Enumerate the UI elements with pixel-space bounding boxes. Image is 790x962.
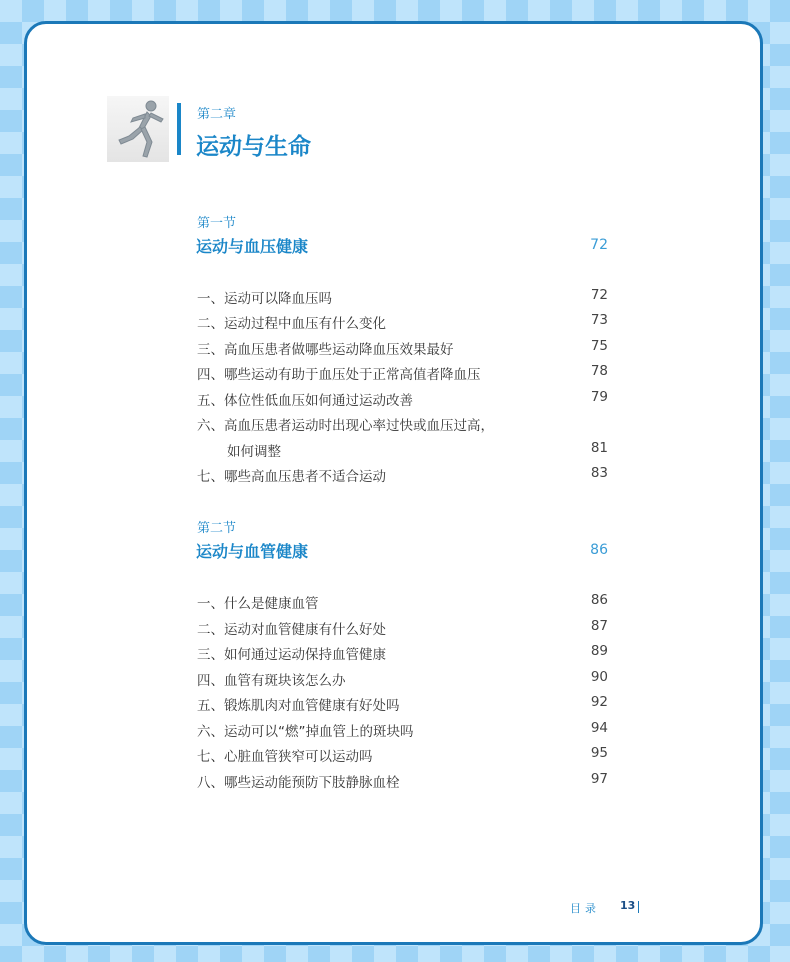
toc-entry-page: 78 [590, 363, 608, 379]
toc-entry[interactable] [197, 720, 608, 742]
toc-page [24, 21, 763, 945]
toc-entry-title: 四、哪些运动有助于血压处于正常高值者降血压 [197, 367, 481, 383]
toc-entry-page: 87 [590, 618, 608, 634]
footer-page-number: 13 [620, 899, 636, 912]
toc-entry-page: 83 [590, 465, 608, 481]
toc-entry[interactable] [197, 771, 608, 793]
toc-entry[interactable] [197, 389, 608, 411]
footer-label: 目录 [570, 902, 600, 915]
toc-entry-page: 92 [590, 694, 608, 710]
chapter-title: 运动与生命 [196, 134, 311, 160]
toc-entry[interactable] [197, 312, 608, 334]
toc-entry-title: 二、运动过程中血压有什么变化 [197, 316, 386, 332]
toc-entry-continuation[interactable] [197, 440, 608, 462]
toc-entry-title: 七、哪些高血压患者不适合运动 [197, 469, 386, 485]
toc-entry[interactable] [197, 363, 608, 385]
toc-entry-page: 94 [590, 720, 608, 736]
toc-entry[interactable] [197, 338, 608, 360]
toc-entry[interactable] [197, 643, 608, 665]
toc-entry-title: 八、哪些运动能预防下肢静脉血栓 [197, 775, 400, 791]
toc-entry[interactable] [197, 669, 608, 691]
toc-entry-title: 二、运动对血管健康有什么好处 [197, 622, 386, 638]
toc-entry-title: 一、什么是健康血管 [197, 596, 319, 612]
toc-entry-title: 六、运动可以“燃”掉血管上的斑块吗 [197, 724, 414, 740]
toc-entry-title: 一、运动可以降血压吗 [197, 291, 332, 307]
toc-entry-page: 97 [590, 771, 608, 787]
toc-entry-page: 81 [590, 440, 608, 456]
chapter-label: 第二章 [197, 107, 237, 122]
section-title: 运动与血管健康 [196, 542, 309, 561]
toc-entry[interactable] [197, 592, 608, 614]
section-page-number: 72 [590, 237, 608, 253]
toc-entry[interactable] [197, 618, 608, 640]
toc-entry-title: 三、如何通过运动保持血管健康 [197, 647, 386, 663]
toc-entry-page: 72 [590, 287, 608, 303]
toc-entry-title: 三、高血压患者做哪些运动降血压效果最好 [197, 342, 454, 358]
toc-entry-page: 89 [590, 643, 608, 659]
section-label: 第一节 [197, 216, 237, 231]
toc-entry[interactable] [197, 414, 608, 436]
toc-entry[interactable] [197, 287, 608, 309]
footer-divider [638, 901, 639, 913]
toc-entry-page: 79 [590, 389, 608, 405]
toc-entry-page: 95 [590, 745, 608, 761]
toc-entry-page: 86 [590, 592, 608, 608]
toc-entry-title: 五、体位性低血压如何通过运动改善 [197, 393, 413, 409]
toc-entry-page: 73 [590, 312, 608, 328]
runner-icon [107, 96, 169, 162]
toc-entry-title: 五、锻炼肌肉对血管健康有好处吗 [197, 698, 400, 714]
chapter-accent-bar [177, 103, 181, 155]
section-label: 第二节 [197, 521, 237, 536]
toc-entry-page: 75 [590, 338, 608, 354]
toc-entry[interactable] [197, 465, 608, 487]
toc-entry[interactable] [197, 745, 608, 767]
toc-entry-title: 七、心脏血管狭窄可以运动吗 [197, 749, 373, 765]
toc-entry-page: 90 [590, 669, 608, 685]
section-page-number: 86 [590, 542, 608, 558]
section-title: 运动与血压健康 [196, 237, 309, 256]
toc-entry[interactable] [197, 694, 608, 716]
toc-entry-title: 如何调整 [227, 444, 281, 460]
toc-entry-title: 六、高血压患者运动时出现心率过快或血压过高， [197, 418, 494, 434]
toc-entry-title: 四、血管有斑块该怎么办 [197, 673, 346, 689]
runner-image [107, 96, 169, 162]
